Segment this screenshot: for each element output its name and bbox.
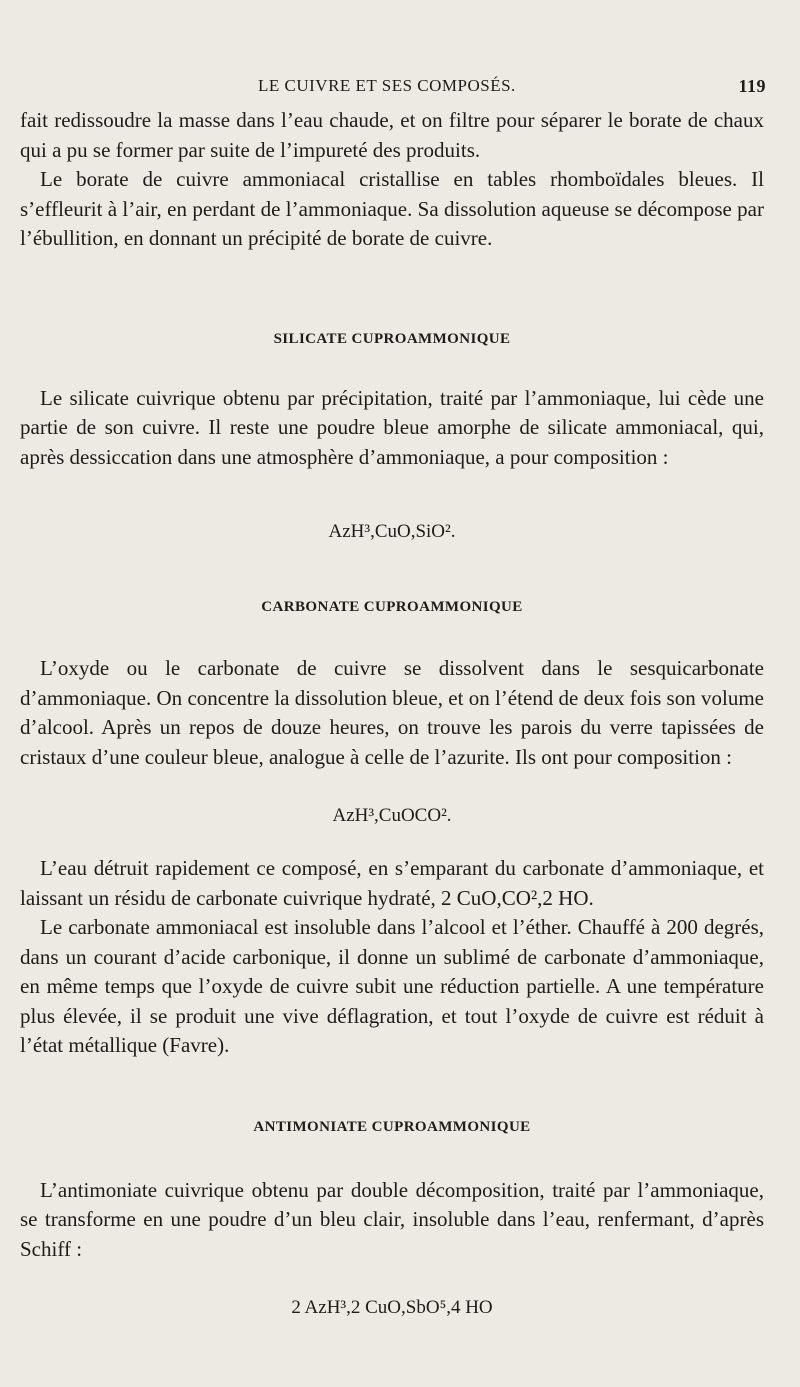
page-number: 119	[738, 76, 766, 96]
page-body	[20, 106, 764, 1319]
paragraph-carbonate: L’oxyde ou le carbonate de cuivre se dissolvent dans le sesquicarbonate d’ammoniaque. On concentre la dissolution bleue, et on l’étend de deux fois son volume d’alcool. Après un repos de douze heures, on trouve les parois du verre tapissées de cristaux d’une couleur bleue, analogue à celle de l’azurite. Ils ont pour composition :	[20, 656, 764, 769]
paragraph-borate-crystals: Le borate de cuivre ammoniacal cristallise en tables rhomboïdales bleues. Il s’effleurit à l’air, en perdant de l’ammoniaque. Sa dissolution aqueuse se décompose par l’ébullition, en donnant un précipité de borate de cuivre.	[20, 167, 764, 250]
section-title-carbonate: CARBONATE CUPROAMMONIQUE	[261, 599, 523, 615]
section-title-silicate: SILICATE CUPROAMMONIQUE	[273, 330, 511, 347]
paragraph-silicate: Le silicate cuivrique obtenu par précipitation, traité par l’ammoniaque, lui cède une partie de son cuivre. Il reste une poudre bleue amorphe de silicate ammoniacal, qui, après dessiccation dans une atmosphère d’ammoniaque, a pour composition :	[20, 385, 764, 469]
paragraph-antimoniate: L’antimoniate cuivrique obtenu par double décomposition, traité par l’ammoniaque, se transforme en une poudre d’un bleu clair, insoluble dans l’eau, renfermant, d’après Schiff :	[20, 1177, 764, 1261]
paragraph-borate-continuation: fait redissoudre la masse dans l’eau chaude, et on filtre pour séparer le borate de chaux qui a pu se former par suite de l’impureté des produits.	[20, 108, 764, 162]
paragraph-carbonate-water: L’eau détruit rapidement ce composé, en s’emparant du carbonate d’ammoniaque, et laissant un résidu de carbonate cuivrique hydraté, 2 CuO,CO²,2 HO.	[20, 856, 764, 910]
running-title: LE CUIVRE ET SES COMPOSÉS.	[258, 76, 516, 95]
formula-antimoniate: 2 AzH³,2 CuO,SbO⁵,4 HO	[291, 1297, 493, 1318]
paragraph-carbonate-properties: Le carbonate ammoniacal est insoluble dans l’alcool et l’éther. Chauffé à 200 degrés, dans un courant d’acide carbonique, il donne un sublimé de carbonate d’ammoniaque, en même temps que l’oxyde de cuivre subit une réduction partielle. A une température plus élevée, il se produit une vive déflagration, et tout l’oxyde de cuivre est réduit à l’état métallique (Favre).	[20, 915, 764, 1057]
running-head	[0, 72, 800, 102]
formula-silicate: AzH³,CuO,SiO².	[328, 521, 456, 542]
section-title-antimoniate: ANTIMONIATE CUPROAMMONIQUE	[253, 1118, 531, 1135]
formula-carbonate: AzH³,CuOCO².	[332, 805, 452, 826]
